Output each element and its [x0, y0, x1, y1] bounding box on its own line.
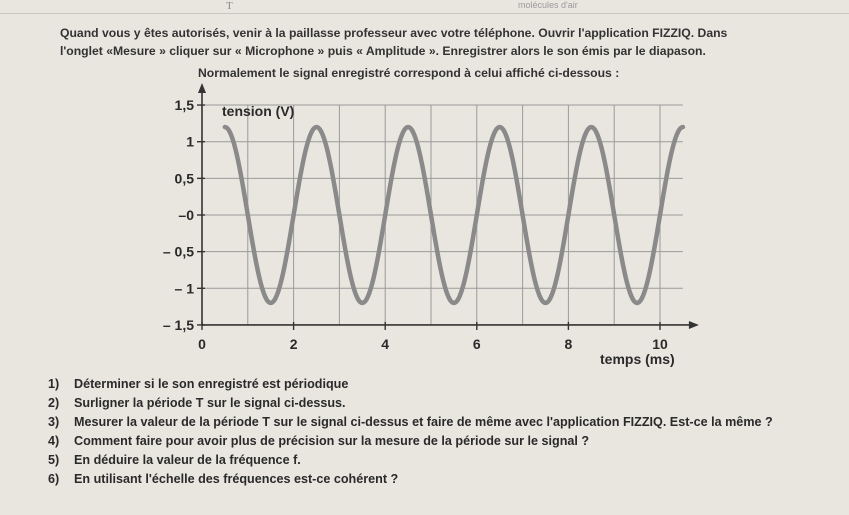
question-text: En déduire la valeur de la fréquence f. [74, 453, 301, 467]
x-tick-label: 6 [472, 335, 481, 352]
question-item [48, 376, 828, 393]
top-fragment-left: T [226, 0, 233, 12]
question-text: En utilisant l'échelle des fréquences est-ce cohérent ? [74, 472, 399, 486]
question-list [48, 376, 828, 490]
y-tick-label: – 1 [174, 280, 194, 297]
y-tick-label: – 1,5 [162, 316, 194, 333]
question-number: 1) [48, 377, 60, 391]
chart-grid [202, 105, 683, 325]
question-text: Déterminer si le son enregistré est périodique [74, 377, 349, 391]
x-tick-label: 8 [564, 335, 573, 352]
question-item [48, 433, 828, 450]
question-item [48, 414, 828, 431]
intro-line-2: l'onglet «Mesure » cliquer sur « Microphone » puis « Amplitude ». Enregistrer alors le son émis par le diapason. [60, 44, 706, 58]
x-tick-label: 0 [198, 335, 206, 352]
x-tick-label: 4 [381, 335, 390, 352]
question-number: 6) [48, 472, 60, 486]
question-text: Mesurer la valeur de la période T sur le signal ci-dessus et faire de même avec l'application FIZZIQ. Est-ce la même ? [74, 415, 773, 429]
y-tick-label: 1,5 [174, 97, 194, 114]
question-number: 2) [48, 396, 60, 410]
y-tick-label: –0 [178, 207, 194, 223]
intro-line-1: Quand vous y êtes autorisés, venir à la paillasse professeur avec votre téléphone. Ouvrir l'application FIZZIQ. Dans [60, 26, 728, 40]
y-axis-label: tension (V) [222, 103, 295, 119]
question-number: 3) [48, 415, 60, 429]
question-text: Comment faire pour avoir plus de précision sur la mesure de la période sur le signal ? [74, 434, 590, 448]
x-tick-label: 2 [289, 335, 298, 352]
x-axis-arrow [689, 321, 699, 329]
x-axis-label: temps (ms) [600, 351, 675, 367]
top-fragment-right: molécules d'air [518, 0, 578, 10]
question-text: Surligner la période T sur le signal ci-dessus. [74, 396, 346, 410]
y-axis-arrow [198, 83, 206, 93]
y-tick-label: 0,5 [174, 170, 194, 187]
question-item [48, 471, 828, 488]
x-tick-label: 10 [652, 335, 668, 352]
y-tick-label: – 0,5 [162, 243, 194, 260]
question-number: 4) [48, 434, 60, 448]
question-item [48, 395, 828, 412]
chart-note: Normalement le signal enregistré correspond à celui affiché ci-dessous : [198, 66, 620, 80]
y-tick-label: 1 [186, 133, 194, 150]
question-number: 5) [48, 453, 60, 467]
question-item [48, 452, 828, 469]
